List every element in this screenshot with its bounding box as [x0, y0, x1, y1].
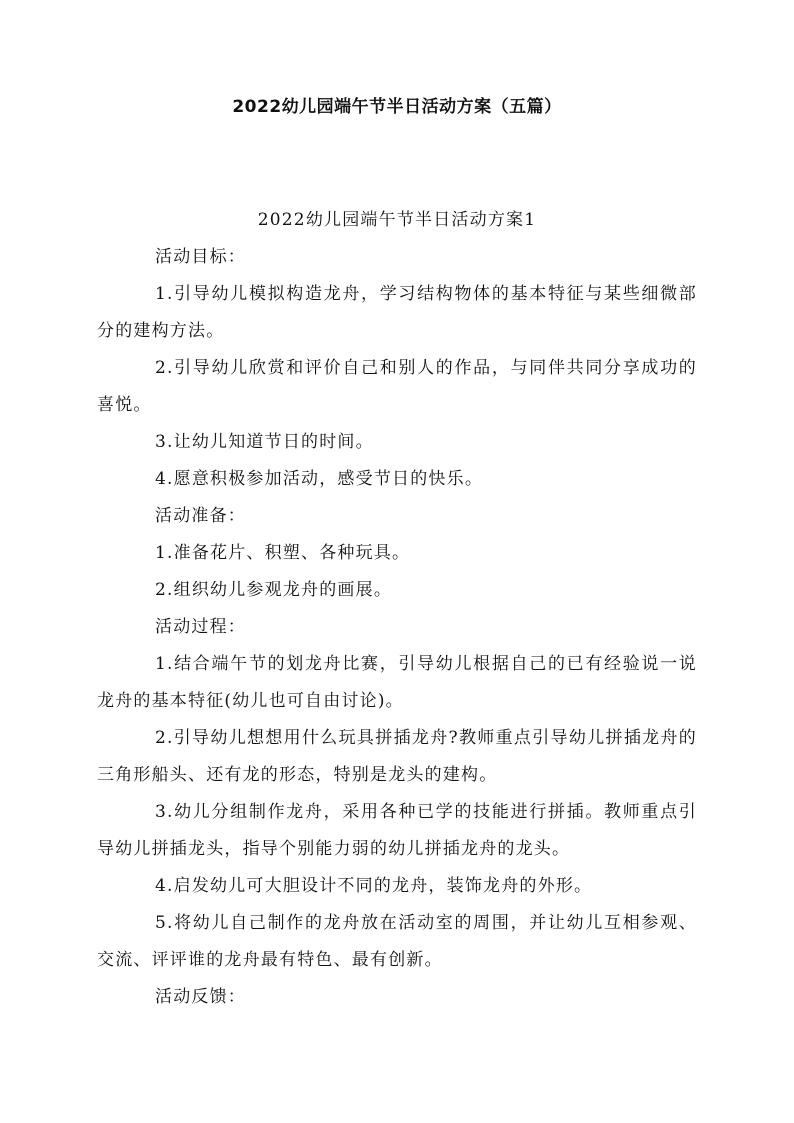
- paragraph-process-4: 4.启发幼儿可大胆设计不同的龙舟，装饰龙舟的外形。: [155, 876, 593, 896]
- paragraph-process-2: 2.引导幼儿想想用什么玩具拼插龙舟?教师重点引导幼儿拼插龙舟的三角形船头、还有龙的形态，特别是龙头的建构。: [97, 728, 697, 785]
- paragraph-activity-goals-heading: 活动目标：: [155, 247, 246, 267]
- paragraph-process-5: 5.将幼儿自己制作的龙舟放在活动室的周围，并让幼儿互相参观、交流、评评谁的龙舟最有特色、最有创新。: [97, 913, 697, 970]
- paragraph-goal-2: 2.引导幼儿欣赏和评价自己和别人的作品，与同伴共同分享成功的喜悦。: [97, 358, 697, 415]
- paragraph-process-3: 3.幼儿分组制作龙舟，采用各种已学的技能进行拼插。教师重点引导幼儿拼插龙头，指导个别能力弱的幼儿拼插龙舟的龙头。: [97, 802, 697, 859]
- paragraph-preparation-2: 2.组织幼儿参观龙舟的画展。: [155, 580, 393, 600]
- section-title: 2022幼儿园端午节半日活动方案1: [257, 210, 537, 230]
- paragraph-goal-1: 1.引导幼儿模拟构造龙舟，学习结构物体的基本特征与某些细微部分的建构方法。: [97, 284, 697, 341]
- paragraph-feedback-heading: 活动反馈：: [155, 987, 246, 1007]
- document-body: [97, 202, 697, 1016]
- paragraph-process-heading: 活动过程：: [155, 617, 246, 637]
- paragraph-process-1: 1.结合端午节的划龙舟比赛，引导幼儿根据自己的已有经验说一说龙舟的基本特征(幼儿也可自由讨论)。: [97, 654, 697, 711]
- paragraph-preparation-1: 1.准备花片、积塑、各种玩具。: [155, 543, 411, 563]
- paragraph-goal-4: 4.愿意积极参加活动，感受节日的快乐。: [155, 469, 484, 489]
- paragraph-preparation-heading: 活动准备：: [155, 506, 246, 526]
- document-title: 2022幼儿园端午节半日活动方案（五篇）: [232, 97, 562, 117]
- paragraph-goal-3: 3.让幼儿知道节日的时间。: [155, 432, 374, 452]
